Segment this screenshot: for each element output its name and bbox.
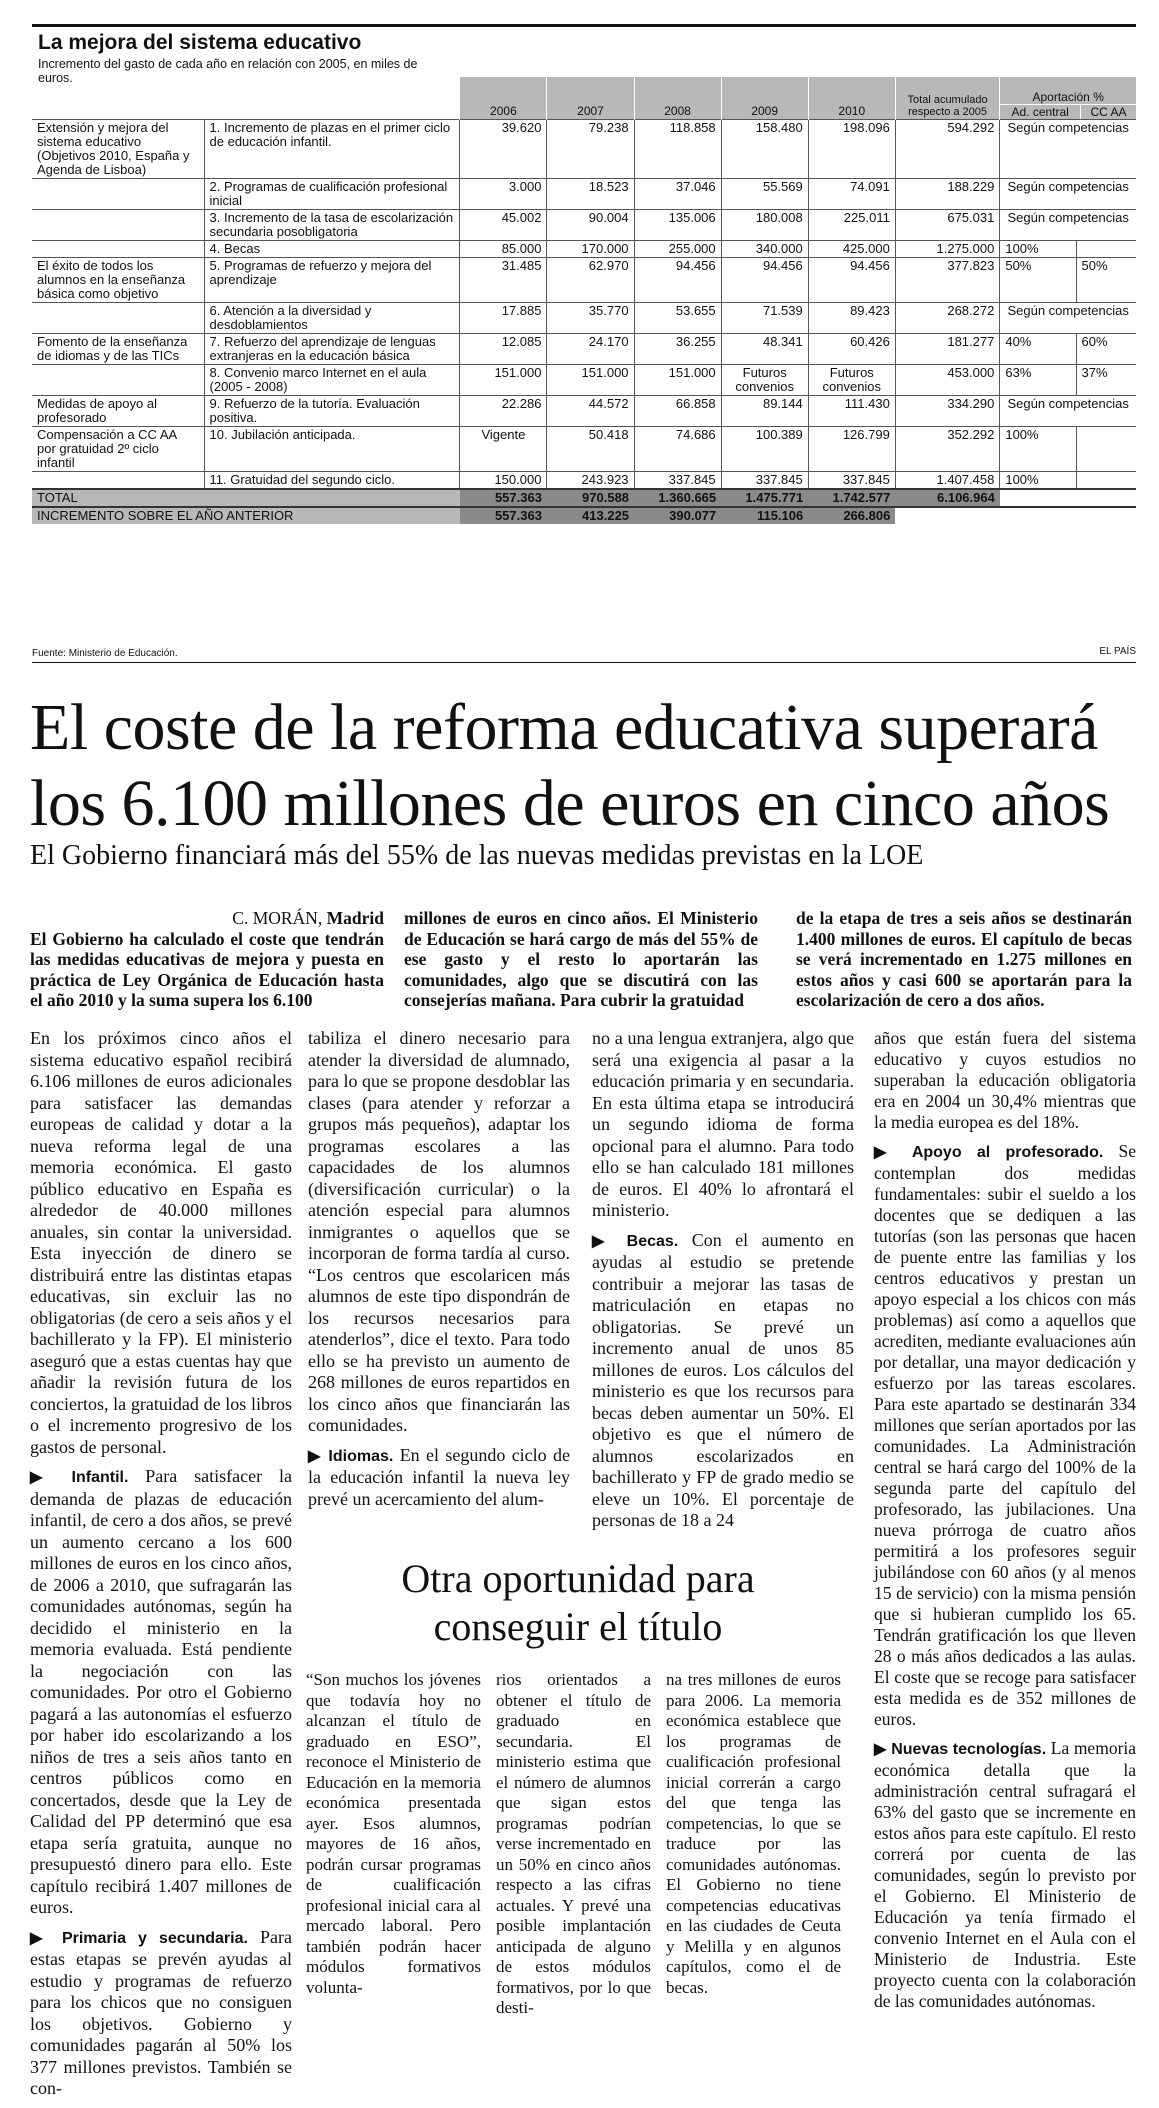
section-heading: ▶ Nuevas tecnologías.	[874, 1741, 1047, 1758]
subheadline: El Gobierno financiará más del 55% de las nuevas medidas previstas en la LOE	[30, 840, 924, 871]
year-value-cell: 89.144	[721, 396, 808, 427]
total-value-cell: 181.277	[895, 334, 1000, 365]
aportacion-label: Aportación %	[1000, 90, 1136, 105]
total-value-cell: 594.292	[895, 120, 1000, 179]
year-value-cell: 45.002	[460, 210, 547, 241]
year-value-cell: 94.456	[808, 258, 895, 303]
measure-cell: 6. Atención a la diversidad y desdoblamientos	[204, 303, 460, 334]
total-cell: 1.360.665	[634, 489, 721, 507]
section-heading: ▶ Apoyo al profesorado.	[874, 1144, 1104, 1161]
paragraph: En los próximos cinco años el sistema educativo español recibirá 6.106 millones de euros adicionales para satisfacer las demandas europeas de calidad y dotar a la nueva reforma legal de una memoria económica. El gasto público educativo en España es alrededor de 40.000 millones anuales, sin contar la universidad. Esta inyección de dinero se distribuirá entre las distintas etapas educativas, sin excluir las no obligatorias (de cero a seis años y el bachillerato y la FP). El ministerio aseguró que a estas cuentas hay que añadir la revisión futura de los conciertos, la gratuidad de los libros o el incremento progresivo de los gastos de personal.	[30, 1028, 292, 1457]
category-cell: Fomento de la enseñanza de idiomas y de las TICs	[32, 334, 204, 365]
box-title-line: Otra oportunidad para	[401, 1556, 755, 1601]
year-value-cell: 66.858	[634, 396, 721, 427]
paragraph	[30, 1927, 292, 2100]
table-row	[32, 210, 1136, 241]
year-value-cell: 94.456	[634, 258, 721, 303]
table-row	[32, 427, 1136, 472]
increment-cell: 557.363	[460, 507, 547, 524]
paragraph: tabiliza el dinero necesario para atender la diversidad de alumnado, para lo que se propone desdoblar las clases (para atender y reforzar a grupos más pequeños), adaptar los programas escolares a las capacidades de los alumnos (diversificación curricular) o la atención especial para alumnos inmigrantes o aquellos que se incorporan de forma tardía al curso. “Los centros que escolaricen más alumnos de este tipo dispondrán de los recursos necesarios para atenderlos”, dice el texto. Para todo ello se ha previsto un aumento de 268 millones de euros repartidos en los cinco años que financiarán las comunidades.	[308, 1028, 570, 1435]
box-col-3: na tres millones de euros para 2006. La memoria económica establece que los programas de cualificación profesional inicial correrán a cargo del que tenga las competencias, lo que se traduce por las comunidades autónomas. El Gobierno no tiene competencias educativas en las ciudades de Ceuta y Melilla y en algunos capítulos, como el de becas.	[666, 1670, 841, 1997]
table-row	[32, 303, 1136, 334]
table-subtitle: Incremento del gasto de cada año en relación con 2005, en miles de euros.	[38, 57, 418, 85]
box-title	[318, 1555, 838, 1651]
paragraph	[592, 1230, 854, 1532]
paragraph-text: Con el aumento en ayudas al estudio se pretende contribuir a mejorar las tasas de matriculación en etapas no obligatorias. Se prevé un incremento anual de unos 85 millones de euros. Los cálculos del ministerio es que los recursos para becas deben aumentar un 50%. El objetivo es que el número de alumnos escolarizados en bachillerato y FP de grado medio se eleve un 10%. El porcentaje de personas de 18 a 24	[592, 1229, 855, 1530]
year-value-cell: 62.970	[547, 258, 634, 303]
year-value-cell: 126.799	[808, 427, 895, 472]
increment-cell: 266.806	[808, 507, 895, 524]
cc-aa-cell: 50%	[1076, 258, 1136, 303]
year-value-cell: 22.286	[460, 396, 547, 427]
category-cell	[32, 210, 204, 241]
year-value-cell: 60.426	[808, 334, 895, 365]
year-value-cell: Vigente	[460, 427, 547, 472]
lead-col-1	[30, 908, 384, 1011]
aportacion-cell: Según competencias	[1000, 120, 1136, 179]
year-value-cell: Futuros convenios	[721, 365, 808, 396]
education-spending-table	[32, 24, 1136, 524]
paragraph	[308, 1445, 570, 1511]
table-row	[32, 334, 1136, 365]
year-value-cell: 340.000	[721, 241, 808, 258]
category-cell: Medidas de apoyo al profesorado	[32, 396, 204, 427]
table-row	[32, 472, 1136, 490]
category-cell	[32, 472, 204, 490]
measure-cell: 5. Programas de refuerzo y mejora del aprendizaje	[204, 258, 460, 303]
box-col-2: rios orientados a obtener el título de graduado en secundaria. El ministerio estima que el número de alumnos que sigan estos programas podrían verse incrementado en un 50% en cinco años respecto a las cifras actuales. Y prevé una posible implantación anticipada de alguno de estos módulos formativos, por lo que desti-	[496, 1670, 651, 2017]
headline-line: los 6.100 millones de euros en cinco años	[30, 767, 1110, 840]
aportacion-header	[1000, 77, 1136, 120]
measure-cell: 7. Refuerzo del aprendizaje de lenguas extranjeras en la educación básica	[204, 334, 460, 365]
body-col-3	[592, 1028, 854, 1540]
box-title-line: conseguir el título	[433, 1604, 723, 1649]
table-row	[32, 179, 1136, 210]
year-value-cell: 151.000	[547, 365, 634, 396]
total-label: TOTAL	[32, 489, 460, 507]
cc-aa-cell	[1076, 472, 1136, 490]
category-cell	[32, 241, 204, 258]
headline-line: El coste de la reforma educativa superará	[30, 691, 1098, 764]
table-row	[32, 241, 1136, 258]
total-cell: 557.363	[460, 489, 547, 507]
category-cell	[32, 303, 204, 334]
aportacion-cell: Según competencias	[1000, 210, 1136, 241]
year-value-cell: 337.845	[721, 472, 808, 490]
ad-central-header: Ad. central	[1000, 105, 1081, 119]
year-value-cell: 74.686	[634, 427, 721, 472]
paragraph-text: Se contemplan dos medidas fundamentales: subir el sueldo a los docentes que se dediquen a las tutorías (son las personas que hacen de puente entre las familias y los centros educativos y prestan un apoyo especial a los chicos con más problemas) así como a aquellos que acrediten, mediante evaluaciones aún por detallar, una mayor dedicación y esfuerzo por las tareas escolares. Para este apartado se destinarán 334 millones que serían aportados por las comunidades. La Administración central se hará cargo del 100% de la segunda parte del capítulo del profesorado, las jubilaciones. Una nueva prórroga de cuatro años permitirá a los profesores seguir jubilándose con 60 años (y al menos 15 de servicio) con la misma pensión que si hubieran cumplido los 65. Tendrán gratificación los que lleven 28 o más años dedicados a las aulas. El coste que se recoge para satisfacer esta medida es de 352 millones de euros.	[874, 1141, 1137, 1729]
year-value-cell: 44.572	[547, 396, 634, 427]
table-body	[32, 120, 1136, 490]
category-cell	[32, 365, 204, 396]
year-value-cell: 24.170	[547, 334, 634, 365]
year-value-cell: 337.845	[808, 472, 895, 490]
year-value-cell: 89.423	[808, 303, 895, 334]
divider	[32, 662, 1136, 663]
total-value-cell: 334.290	[895, 396, 1000, 427]
year-value-cell: 150.000	[460, 472, 547, 490]
paragraph	[874, 1738, 1136, 2012]
category-cell: Compensación a CC AA por gratuidad 2º ciclo infantil	[32, 427, 204, 472]
year-value-cell: 225.011	[808, 210, 895, 241]
measure-cell: 8. Convenio marco Internet en el aula (2005 - 2008)	[204, 365, 460, 396]
paragraph-text: Para estas etapas se prevén ayudas al estudio y programas de refuerzo para los chicos que no consiguen los objetivos. Gobierno y comunidades pagarán al 50% los 377 millones previstos. También se con-	[30, 1926, 293, 2098]
year-value-cell: 151.000	[460, 365, 547, 396]
header-row	[32, 77, 1136, 120]
total-value-cell: 268.272	[895, 303, 1000, 334]
year-value-cell: 74.091	[808, 179, 895, 210]
section-heading: ▶ Infantil.	[30, 1469, 129, 1486]
year-value-cell: 425.000	[808, 241, 895, 258]
year-value-cell: 94.456	[721, 258, 808, 303]
increment-cell: 115.106	[721, 507, 808, 524]
category-cell	[32, 179, 204, 210]
total-value-cell: 352.292	[895, 427, 1000, 472]
paragraph-text: En el segundo ciclo de la educación infantil la nueva ley prevé un acercamiento del alum-	[308, 1444, 571, 1509]
year-value-cell: 180.008	[721, 210, 808, 241]
total-cell: 1.742.577	[808, 489, 895, 507]
lead-col-3: de la etapa de tres a seis años se destinarán 1.400 millones de euros. El capítulo de becas se verá incrementado en 1.275 millones en estos años y casi 600 se aportarán para la escolarización de cero a dos años.	[796, 908, 1132, 1010]
table-row	[32, 120, 1136, 179]
year-value-cell: 36.255	[634, 334, 721, 365]
paragraph: años que están fuera del sistema educativo y cuyos estudios no superaban la educación obligatoria era en 2004 un 30,4% mientras que la media europea es del 18%.	[874, 1028, 1136, 1132]
headline	[30, 690, 1140, 842]
body-col-4	[874, 1028, 1136, 2020]
year-value-cell: 79.238	[547, 120, 634, 179]
cc-aa-cell	[1076, 241, 1136, 258]
year-value-cell: 243.923	[547, 472, 634, 490]
year-value-cell: 158.480	[721, 120, 808, 179]
ad-central-cell: 63%	[1000, 365, 1076, 396]
year-header: 2009	[721, 77, 808, 120]
measure-cell: 10. Jubilación anticipada.	[204, 427, 460, 472]
ad-central-cell: 50%	[1000, 258, 1076, 303]
aportacion-cell: Según competencias	[1000, 303, 1136, 334]
total-cell: 6.106.964	[895, 489, 1000, 507]
ad-central-cell: 100%	[1000, 241, 1076, 258]
measure-cell: 2. Programas de cualificación profesional inicial	[204, 179, 460, 210]
byline	[30, 908, 384, 929]
measure-cell: 9. Refuerzo de la tutoría. Evaluación positiva.	[204, 396, 460, 427]
year-header: 2007	[547, 77, 634, 120]
year-value-cell: 17.885	[460, 303, 547, 334]
total-row	[32, 489, 1136, 507]
year-value-cell: 100.389	[721, 427, 808, 472]
year-header: 2008	[634, 77, 721, 120]
body-col-2	[308, 1028, 570, 1518]
year-value-cell: 53.655	[634, 303, 721, 334]
paragraph	[30, 1466, 292, 1919]
cc-aa-cell	[1076, 427, 1136, 472]
byline-place: Madrid	[326, 908, 384, 928]
lead-col-2: millones de euros en cinco años. El Ministerio de Educación se hará cargo de más del 55% de ese gasto y el resto lo aportarán las comunidades, algo que se discutirá con las consejerías mañana. Para cubrir la gratuidad	[404, 908, 758, 1010]
year-value-cell: 31.485	[460, 258, 547, 303]
table-row	[32, 365, 1136, 396]
cc-aa-cell: 37%	[1076, 365, 1136, 396]
year-value-cell: 71.539	[721, 303, 808, 334]
ad-central-cell: 100%	[1000, 472, 1076, 490]
cc-aa-header: CC AA	[1090, 105, 1127, 119]
byline-author: C. MORÁN,	[232, 908, 323, 928]
year-value-cell: 48.341	[721, 334, 808, 365]
year-value-cell: 85.000	[460, 241, 547, 258]
year-value-cell: 111.430	[808, 396, 895, 427]
total-cell: 970.588	[547, 489, 634, 507]
increment-cell: 413.225	[547, 507, 634, 524]
paragraph	[874, 1141, 1136, 1730]
credit: EL PAÍS	[1099, 646, 1136, 657]
year-value-cell: 39.620	[460, 120, 547, 179]
box-col-1: “Son muchos los jóvenes que todavía hoy no alcanzan el título de graduado en ESO”, reconoce el Ministerio de Educación en la memoria económica presentada ayer. Esos alumnos, mayores de 16 años, podrán cursar programas de cualificación profesional inicial cara al mercado laboral. Pero también podrán hacer módulos formativos volunta-	[306, 1670, 481, 1997]
year-value-cell: 151.000	[634, 365, 721, 396]
data-table	[32, 77, 1136, 524]
table-row	[32, 396, 1136, 427]
year-value-cell: 55.569	[721, 179, 808, 210]
ad-central-cell: 100%	[1000, 427, 1076, 472]
measure-cell: 1. Incremento de plazas en el primer ciclo de educación infantil.	[204, 120, 460, 179]
table-row	[32, 258, 1136, 303]
year-value-cell: 198.096	[808, 120, 895, 179]
increment-label: INCREMENTO SOBRE EL AÑO ANTERIOR	[32, 507, 460, 524]
total-value-cell: 1.407.458	[895, 472, 1000, 490]
ad-central-cell: 40%	[1000, 334, 1076, 365]
increment-row	[32, 507, 1136, 524]
year-value-cell: 35.770	[547, 303, 634, 334]
year-header: 2006	[460, 77, 547, 120]
section-heading: ▶ Primaria y secundaria.	[30, 1929, 248, 1947]
year-header: 2010	[808, 77, 895, 120]
table-source: Fuente: Ministerio de Educación.	[32, 648, 178, 659]
measure-cell: 4. Becas	[204, 241, 460, 258]
year-value-cell: 3.000	[460, 179, 547, 210]
year-value-cell: 18.523	[547, 179, 634, 210]
total-header: Total acumulado respecto a 2005	[895, 77, 1000, 120]
year-value-cell: 337.845	[634, 472, 721, 490]
year-value-cell: 135.006	[634, 210, 721, 241]
total-value-cell: 188.229	[895, 179, 1000, 210]
aportacion-cell: Según competencias	[1000, 396, 1136, 427]
year-value-cell: 37.046	[634, 179, 721, 210]
year-value-cell: 90.004	[547, 210, 634, 241]
total-value-cell: 1.275.000	[895, 241, 1000, 258]
measure-cell: 3. Incremento de la tasa de escolarización secundaria posobligatoria	[204, 210, 460, 241]
total-value-cell: 675.031	[895, 210, 1000, 241]
body-col-1	[30, 1028, 292, 2108]
table-title: La mejora del sistema educativo	[38, 31, 362, 54]
cc-aa-cell: 60%	[1076, 334, 1136, 365]
total-cell: 1.475.771	[721, 489, 808, 507]
year-value-cell: 170.000	[547, 241, 634, 258]
total-value-cell: 377.823	[895, 258, 1000, 303]
measure-cell: 11. Gratuidad del segundo ciclo.	[204, 472, 460, 490]
year-value-cell: 255.000	[634, 241, 721, 258]
aportacion-cell: Según competencias	[1000, 179, 1136, 210]
increment-cell: 390.077	[634, 507, 721, 524]
year-value-cell: 50.418	[547, 427, 634, 472]
paragraph-text: La memoria económica detalla que la administración central sufragará el 63% del gasto que se incremente en estos años para este capítulo. El resto correrá por cuenta de las comunidades, según lo previsto por el Gobierno. El Ministerio de Educación ya tenía firmado el convenio Internet en el Aula con el Ministerio de Industria. Este proyecto cuenta con la colaboración de las comunidades autónomas.	[874, 1738, 1137, 2011]
paragraph: no a una lengua extranjera, algo que será una exigencia al pasar a la educación primaria y en secundaria. En esta última etapa se introducirá un segundo idioma de forma opcional para el alumno. Para todo ello se han calculado 181 millones de euros. El 40% lo afrontará el ministerio.	[592, 1028, 854, 1220]
lead-text: El Gobierno ha calculado el coste que tendrán las medidas educativas de mejora y puesta en práctica de Ley Orgánica de Educación hasta el año 2010 y la suma supera los 6.100	[30, 928, 384, 1010]
year-value-cell: Futuros convenios	[808, 365, 895, 396]
section-heading: ▶ Idiomas.	[308, 1447, 394, 1465]
total-value-cell: 453.000	[895, 365, 1000, 396]
top-rule	[32, 24, 1136, 27]
year-value-cell: 118.858	[634, 120, 721, 179]
year-value-cell: 12.085	[460, 334, 547, 365]
section-heading: ▶ Becas.	[592, 1232, 679, 1250]
category-cell: Extensión y mejora del sistema educativo (Objetivos 2010, España y Agenda de Lisboa)	[32, 120, 204, 179]
category-cell: El éxito de todos los alumnos en la enseñanza básica como objetivo	[32, 258, 204, 303]
paragraph-text: Para satisfacer la demanda de plazas de educación infantil, de cero a dos años, se prevé un aumento cercano a los 600 millones de euros en los cinco años, de 2006 a 2010, que sufragarán las comunidades autónomas, según ha decidido el ministerio en la memoria evaluada. Está pendiente la negociación con las comunidades. Por otro el Gobierno pagará a las autonomías el esfuerzo por haber ido escolarizando a los niños de tres a seis años tanto en centros públicos como en concertados, desde que la Ley de Calidad del PP determinó que esa etapa sería gratuita, aunque no presupuestó dinero para ello. Este capítulo recibirá 1.407 millones de euros.	[30, 1466, 292, 1917]
